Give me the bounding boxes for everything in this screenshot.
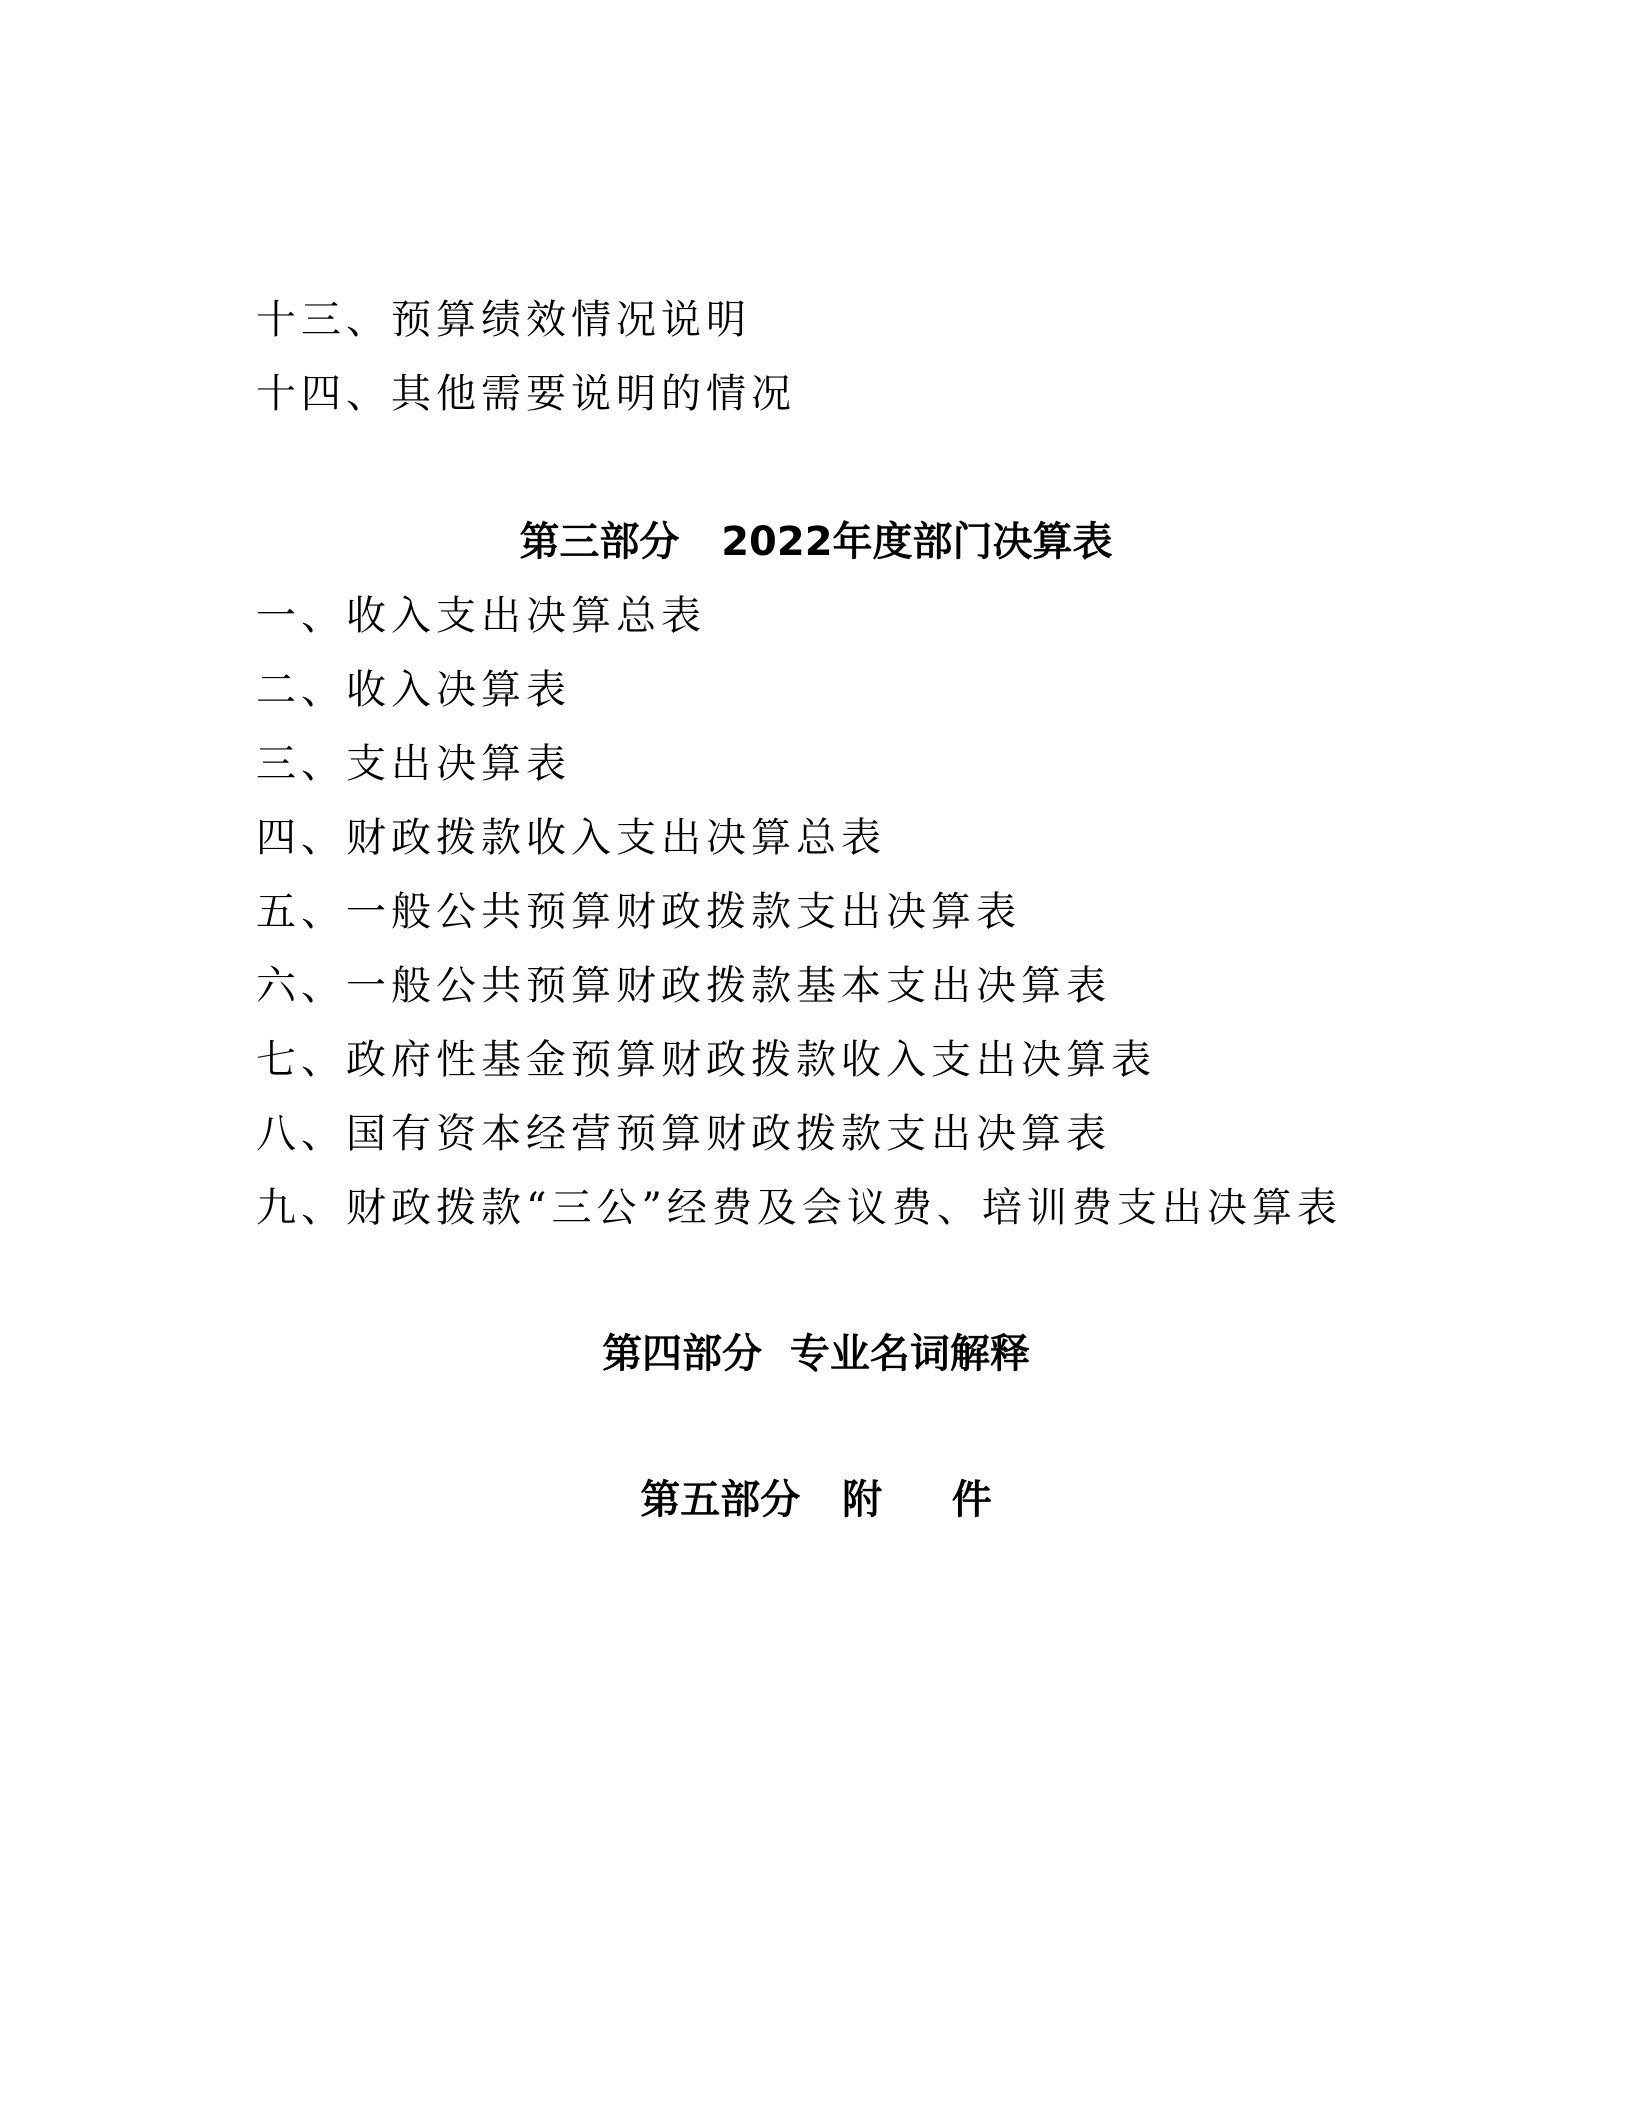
toc-item: 三、支出决算表 <box>256 741 571 787</box>
toc-item: 七、政府性基金预算财政拨款收入支出决算表 <box>256 1037 1156 1083</box>
toc-item: 四、财政拨款收入支出决算总表 <box>256 815 886 861</box>
section-heading-part4: 第四部分 专业名词解释 <box>602 1331 1030 1377</box>
toc-item: 九、财政拨款“三公”经费及会议费、培训费支出决算表 <box>256 1185 1342 1231</box>
toc-item: 十三、预算绩效情况说明 <box>256 297 751 343</box>
toc-item: 二、收入决算表 <box>256 667 571 713</box>
toc-item: 一、收入支出决算总表 <box>256 593 706 639</box>
toc-item: 六、一般公共预算财政拨款基本支出决算表 <box>256 963 1111 1009</box>
section-heading-part3: 第三部分 2022年度部门决算表 <box>519 519 1113 565</box>
toc-item: 十四、其他需要说明的情况 <box>256 371 796 417</box>
toc-item: 八、国有资本经营预算财政拨款支出决算表 <box>256 1111 1111 1157</box>
section-heading-part5: 第五部分 附 件 <box>640 1477 992 1523</box>
toc-item: 五、一般公共预算财政拨款支出决算表 <box>256 889 1021 935</box>
